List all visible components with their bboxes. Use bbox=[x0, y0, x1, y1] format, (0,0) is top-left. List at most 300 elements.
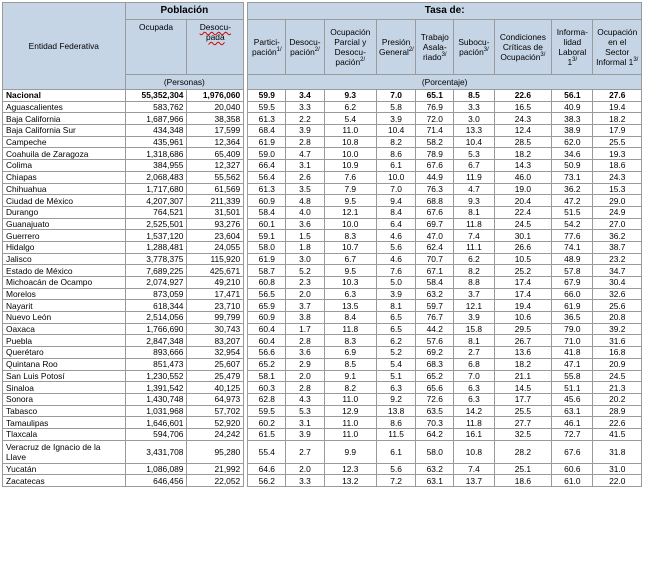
value-cell: 7.4 bbox=[454, 230, 494, 242]
value-cell: 24.5 bbox=[494, 218, 552, 230]
value-cell: 2.6 bbox=[286, 171, 324, 183]
value-cell: 1,976,060 bbox=[187, 90, 244, 102]
value-cell: 24.3 bbox=[593, 171, 642, 183]
value-cell: 24.3 bbox=[494, 113, 552, 125]
table-row bbox=[3, 101, 642, 113]
value-cell: 6.3 bbox=[324, 288, 377, 300]
tasa-header: Tasa de: bbox=[248, 3, 642, 20]
value-cell: 12,327 bbox=[187, 160, 244, 172]
value-cell: 8.4 bbox=[377, 206, 416, 218]
value-cell: 873,059 bbox=[125, 288, 187, 300]
value-cell: 10.9 bbox=[324, 160, 377, 172]
entidad-cell: Zacatecas bbox=[3, 475, 126, 487]
value-cell: 4.3 bbox=[286, 393, 324, 405]
value-cell: 211,339 bbox=[187, 195, 244, 207]
value-cell: 56.4 bbox=[248, 171, 286, 183]
value-cell: 11.8 bbox=[454, 417, 494, 429]
value-cell: 46.0 bbox=[494, 171, 552, 183]
value-cell: 3.5 bbox=[286, 183, 324, 195]
value-cell: 24,055 bbox=[187, 241, 244, 253]
value-cell: 58.7 bbox=[248, 265, 286, 277]
value-cell: 30,743 bbox=[187, 323, 244, 335]
table-row-nacional bbox=[3, 90, 642, 102]
entidad-cell: San Luis Potosí bbox=[3, 370, 126, 382]
value-cell: 31.8 bbox=[593, 440, 642, 463]
value-cell: 2,525,501 bbox=[125, 218, 187, 230]
value-cell: 11.5 bbox=[377, 428, 416, 440]
value-cell: 76.9 bbox=[416, 101, 454, 113]
value-cell: 8.6 bbox=[377, 417, 416, 429]
entidad-cell: Durango bbox=[3, 206, 126, 218]
table-row bbox=[3, 347, 642, 359]
value-cell: 1,230,552 bbox=[125, 370, 187, 382]
value-cell: 55,562 bbox=[187, 171, 244, 183]
value-cell: 3.9 bbox=[286, 125, 324, 137]
value-cell: 18.6 bbox=[593, 160, 642, 172]
value-cell: 3.0 bbox=[286, 253, 324, 265]
table-row bbox=[3, 136, 642, 148]
value-cell: 6.2 bbox=[454, 253, 494, 265]
unit-personas: (Personas) bbox=[125, 75, 244, 90]
value-cell: 25.5 bbox=[593, 136, 642, 148]
value-cell: 4.0 bbox=[286, 206, 324, 218]
entidad-cell: Tamaulipas bbox=[3, 417, 126, 429]
value-cell: 26.6 bbox=[494, 241, 552, 253]
value-cell: 22.4 bbox=[494, 206, 552, 218]
value-cell: 65.1 bbox=[416, 90, 454, 102]
table-row bbox=[3, 241, 642, 253]
value-cell: 6.3 bbox=[454, 382, 494, 394]
entidad-cell: Puebla bbox=[3, 335, 126, 347]
value-cell: 59.7 bbox=[416, 300, 454, 312]
value-cell: 1.8 bbox=[286, 241, 324, 253]
value-cell: 51.1 bbox=[552, 382, 593, 394]
value-cell: 851,473 bbox=[125, 358, 187, 370]
entidad-cell: Morelos bbox=[3, 288, 126, 300]
entidad-cell: Baja California Sur bbox=[3, 125, 126, 137]
value-cell: 4.7 bbox=[454, 183, 494, 195]
value-cell: 20.4 bbox=[494, 195, 552, 207]
table-row bbox=[3, 253, 642, 265]
value-cell: 52,920 bbox=[187, 417, 244, 429]
value-cell: 13.6 bbox=[494, 347, 552, 359]
value-cell: 67.6 bbox=[416, 160, 454, 172]
value-cell: 24,242 bbox=[187, 428, 244, 440]
value-cell: 73.1 bbox=[552, 171, 593, 183]
value-cell: 28.9 bbox=[593, 405, 642, 417]
value-cell: 22.0 bbox=[593, 475, 642, 487]
entidad-header: Entidad Federativa bbox=[3, 3, 126, 90]
value-cell: 47.2 bbox=[552, 195, 593, 207]
value-cell: 2,514,056 bbox=[125, 312, 187, 324]
entidad-cell: Guerrero bbox=[3, 230, 126, 242]
value-cell: 3.4 bbox=[286, 90, 324, 102]
value-cell: 48.9 bbox=[552, 253, 593, 265]
value-cell: 11.0 bbox=[324, 417, 377, 429]
value-cell: 44.2 bbox=[416, 323, 454, 335]
value-cell: 4.6 bbox=[377, 253, 416, 265]
value-cell: 59.5 bbox=[248, 405, 286, 417]
value-cell: 38,358 bbox=[187, 113, 244, 125]
value-cell: 12.9 bbox=[324, 405, 377, 417]
value-cell: 63.1 bbox=[552, 405, 593, 417]
value-cell: 68.4 bbox=[248, 125, 286, 137]
value-cell: 3.3 bbox=[286, 475, 324, 487]
value-cell: 5.2 bbox=[377, 347, 416, 359]
subocupacion-header: Subocu-pación$^{3/}$ bbox=[454, 20, 494, 75]
value-cell: 5.4 bbox=[324, 113, 377, 125]
value-cell: 61.9 bbox=[248, 136, 286, 148]
value-cell: 3,431,708 bbox=[125, 440, 187, 463]
value-cell: 23,604 bbox=[187, 230, 244, 242]
value-cell: 9.5 bbox=[324, 265, 377, 277]
value-cell: 8.3 bbox=[324, 230, 377, 242]
value-cell: 60.2 bbox=[248, 417, 286, 429]
value-cell: 56.1 bbox=[552, 90, 593, 102]
value-cell: 646,456 bbox=[125, 475, 187, 487]
entidad-cell: Jalisco bbox=[3, 253, 126, 265]
value-cell: 8.1 bbox=[454, 206, 494, 218]
value-cell: 66.0 bbox=[552, 288, 593, 300]
value-cell: 65.9 bbox=[248, 300, 286, 312]
value-cell: 32.6 bbox=[593, 288, 642, 300]
value-cell: 2.0 bbox=[286, 370, 324, 382]
value-cell: 13.3 bbox=[454, 125, 494, 137]
value-cell: 63.2 bbox=[416, 463, 454, 475]
value-cell: 56.5 bbox=[248, 288, 286, 300]
value-cell: 2.2 bbox=[286, 113, 324, 125]
value-cell: 9.3 bbox=[324, 90, 377, 102]
value-cell: 5.3 bbox=[454, 148, 494, 160]
value-cell: 55.4 bbox=[248, 440, 286, 463]
value-cell: 36.2 bbox=[593, 230, 642, 242]
value-cell: 5.1 bbox=[377, 370, 416, 382]
value-cell: 5.6 bbox=[377, 463, 416, 475]
value-cell: 41.8 bbox=[552, 347, 593, 359]
value-cell: 47.1 bbox=[552, 358, 593, 370]
value-cell: 61.9 bbox=[552, 300, 593, 312]
value-cell: 19.0 bbox=[494, 183, 552, 195]
value-cell: 21.3 bbox=[593, 382, 642, 394]
value-cell: 30.4 bbox=[593, 277, 642, 289]
value-cell: 7.9 bbox=[324, 183, 377, 195]
value-cell: 57.6 bbox=[416, 335, 454, 347]
value-cell: 31.6 bbox=[593, 335, 642, 347]
value-cell: 62.0 bbox=[552, 136, 593, 148]
value-cell: 20,040 bbox=[187, 101, 244, 113]
value-cell: 2.0 bbox=[286, 288, 324, 300]
value-cell: 60.1 bbox=[248, 218, 286, 230]
value-cell: 8.2 bbox=[377, 136, 416, 148]
value-cell: 17.4 bbox=[494, 288, 552, 300]
entidad-cell: Oaxaca bbox=[3, 323, 126, 335]
value-cell: 83,207 bbox=[187, 335, 244, 347]
value-cell: 60.4 bbox=[248, 335, 286, 347]
value-cell: 12,364 bbox=[187, 136, 244, 148]
value-cell: 2.7 bbox=[454, 347, 494, 359]
entidad-cell: Ciudad de México bbox=[3, 195, 126, 207]
condiciones-criticas-header: Condiciones Críticas de Ocupación$^{3/}$ bbox=[494, 20, 552, 75]
unit-porcentaje: (Porcentaje) bbox=[248, 75, 642, 90]
value-cell: 14.3 bbox=[494, 160, 552, 172]
value-cell: 2.7 bbox=[286, 440, 324, 463]
value-cell: 49,210 bbox=[187, 277, 244, 289]
value-cell: 60.3 bbox=[248, 382, 286, 394]
value-cell: 13.2 bbox=[324, 475, 377, 487]
entidad-cell: Tabasco bbox=[3, 405, 126, 417]
value-cell: 67.6 bbox=[552, 440, 593, 463]
value-cell: 36.2 bbox=[552, 183, 593, 195]
value-cell: 2.8 bbox=[286, 136, 324, 148]
value-cell: 38.9 bbox=[552, 125, 593, 137]
value-cell: 69.2 bbox=[416, 347, 454, 359]
value-cell: 5.8 bbox=[377, 101, 416, 113]
value-cell: 58.4 bbox=[416, 277, 454, 289]
value-cell: 11.8 bbox=[454, 218, 494, 230]
value-cell: 27.6 bbox=[593, 90, 642, 102]
value-cell: 22,052 bbox=[187, 475, 244, 487]
value-cell: 7.0 bbox=[454, 370, 494, 382]
value-cell: 3.3 bbox=[454, 101, 494, 113]
value-cell: 583,762 bbox=[125, 101, 187, 113]
value-cell: 8.3 bbox=[324, 335, 377, 347]
value-cell: 10.0 bbox=[324, 148, 377, 160]
value-cell: 24.5 bbox=[593, 370, 642, 382]
value-cell: 64.2 bbox=[416, 428, 454, 440]
value-cell: 62.4 bbox=[416, 241, 454, 253]
value-cell: 63.2 bbox=[416, 288, 454, 300]
entidad-cell: Baja California bbox=[3, 113, 126, 125]
value-cell: 34.7 bbox=[593, 265, 642, 277]
value-cell: 28.2 bbox=[494, 440, 552, 463]
value-cell: 9.3 bbox=[454, 195, 494, 207]
value-cell: 6.2 bbox=[324, 101, 377, 113]
value-cell: 65,409 bbox=[187, 148, 244, 160]
value-cell: 3.9 bbox=[286, 428, 324, 440]
value-cell: 25.5 bbox=[494, 405, 552, 417]
table-header bbox=[3, 3, 642, 90]
value-cell: 18.6 bbox=[494, 475, 552, 487]
entidad-cell: Campeche bbox=[3, 136, 126, 148]
value-cell: 24.9 bbox=[593, 206, 642, 218]
value-cell: 23.2 bbox=[593, 253, 642, 265]
entidad-cell: Tlaxcala bbox=[3, 428, 126, 440]
value-cell: 19.4 bbox=[494, 300, 552, 312]
value-cell: 10.7 bbox=[324, 241, 377, 253]
value-cell: 57,702 bbox=[187, 405, 244, 417]
value-cell: 69.7 bbox=[416, 218, 454, 230]
table-row bbox=[3, 440, 642, 463]
value-cell: 58.0 bbox=[248, 241, 286, 253]
value-cell: 18.2 bbox=[494, 148, 552, 160]
value-cell: 28.5 bbox=[494, 136, 552, 148]
value-cell: 59.9 bbox=[248, 90, 286, 102]
table-row bbox=[3, 428, 642, 440]
value-cell: 5.0 bbox=[377, 277, 416, 289]
value-cell: 25.6 bbox=[593, 300, 642, 312]
value-cell: 76.3 bbox=[416, 183, 454, 195]
table-row bbox=[3, 312, 642, 324]
value-cell: 44.9 bbox=[416, 171, 454, 183]
value-cell: 9.5 bbox=[324, 195, 377, 207]
presion-general-header: Presión General$^{2/}$ bbox=[377, 20, 416, 75]
value-cell: 11.0 bbox=[324, 125, 377, 137]
value-cell: 7.6 bbox=[377, 265, 416, 277]
table-row bbox=[3, 323, 642, 335]
value-cell: 25.2 bbox=[494, 265, 552, 277]
value-cell: 60.9 bbox=[248, 195, 286, 207]
value-cell: 3,778,375 bbox=[125, 253, 187, 265]
ocupada-header: Ocupada bbox=[125, 20, 187, 75]
value-cell: 3.1 bbox=[286, 417, 324, 429]
value-cell: 6.9 bbox=[324, 347, 377, 359]
value-cell: 9.1 bbox=[324, 370, 377, 382]
value-cell: 55,352,304 bbox=[125, 90, 187, 102]
value-cell: 39.2 bbox=[593, 323, 642, 335]
value-cell: 64.6 bbox=[248, 463, 286, 475]
value-cell: 7.6 bbox=[324, 171, 377, 183]
value-cell: 8.6 bbox=[377, 148, 416, 160]
value-cell: 2.3 bbox=[286, 277, 324, 289]
value-cell: 64,973 bbox=[187, 393, 244, 405]
value-cell: 1,717,680 bbox=[125, 183, 187, 195]
value-cell: 31.0 bbox=[593, 463, 642, 475]
value-cell: 8.5 bbox=[454, 90, 494, 102]
table-row bbox=[3, 113, 642, 125]
value-cell: 11.1 bbox=[454, 241, 494, 253]
value-cell: 19.3 bbox=[593, 148, 642, 160]
value-cell: 38.3 bbox=[552, 113, 593, 125]
value-cell: 17.4 bbox=[494, 277, 552, 289]
value-cell: 3.9 bbox=[377, 113, 416, 125]
entidad-cell: Querétaro bbox=[3, 347, 126, 359]
value-cell: 61.5 bbox=[248, 428, 286, 440]
value-cell: 12.3 bbox=[324, 463, 377, 475]
value-cell: 16.8 bbox=[593, 347, 642, 359]
value-cell: 10.0 bbox=[377, 171, 416, 183]
table-container bbox=[2, 2, 642, 487]
ocupacion-parcial-header: Ocupación Parcial y Desocu-pación$^{2/}$ bbox=[324, 20, 377, 75]
value-cell: 2,847,348 bbox=[125, 335, 187, 347]
value-cell: 60.4 bbox=[248, 323, 286, 335]
value-cell: 4.8 bbox=[286, 195, 324, 207]
value-cell: 6.1 bbox=[377, 440, 416, 463]
value-cell: 5.2 bbox=[286, 265, 324, 277]
value-cell: 1,318,686 bbox=[125, 148, 187, 160]
value-cell: 67.1 bbox=[416, 265, 454, 277]
value-cell: 15.8 bbox=[454, 323, 494, 335]
value-cell: 6.4 bbox=[377, 218, 416, 230]
value-cell: 115,920 bbox=[187, 253, 244, 265]
value-cell: 63.5 bbox=[416, 405, 454, 417]
table-row bbox=[3, 335, 642, 347]
value-cell: 23,710 bbox=[187, 300, 244, 312]
value-cell: 1,766,690 bbox=[125, 323, 187, 335]
value-cell: 56.2 bbox=[248, 475, 286, 487]
value-cell: 18.2 bbox=[593, 113, 642, 125]
entidad-cell: Yucatán bbox=[3, 463, 126, 475]
value-cell: 25.1 bbox=[494, 463, 552, 475]
value-cell: 2,068,483 bbox=[125, 171, 187, 183]
value-cell: 8.2 bbox=[324, 382, 377, 394]
value-cell: 7.0 bbox=[377, 90, 416, 102]
table-row bbox=[3, 417, 642, 429]
value-cell: 29.5 bbox=[494, 323, 552, 335]
value-cell: 8.8 bbox=[454, 277, 494, 289]
value-cell: 30.1 bbox=[494, 230, 552, 242]
value-cell: 76.7 bbox=[416, 312, 454, 324]
value-cell: 7,689,225 bbox=[125, 265, 187, 277]
value-cell: 1,288,481 bbox=[125, 241, 187, 253]
value-cell: 41.5 bbox=[593, 428, 642, 440]
value-cell: 78.9 bbox=[416, 148, 454, 160]
value-cell: 61.0 bbox=[552, 475, 593, 487]
value-cell: 26.7 bbox=[494, 335, 552, 347]
value-cell: 79.0 bbox=[552, 323, 593, 335]
entidad-cell: Coahuila de Zaragoza bbox=[3, 148, 126, 160]
value-cell: 12.4 bbox=[494, 125, 552, 137]
poblacion-header: Población bbox=[125, 3, 244, 20]
value-cell: 65.2 bbox=[248, 358, 286, 370]
value-cell: 8.2 bbox=[454, 265, 494, 277]
table-row bbox=[3, 405, 642, 417]
value-cell: 77.6 bbox=[552, 230, 593, 242]
value-cell: 425,671 bbox=[187, 265, 244, 277]
value-cell: 21.1 bbox=[494, 370, 552, 382]
value-cell: 65.6 bbox=[416, 382, 454, 394]
table-row bbox=[3, 171, 642, 183]
value-cell: 54.2 bbox=[552, 218, 593, 230]
trabajo-asalariado-header: Trabajo Asala-riado$^{3/}$ bbox=[416, 20, 454, 75]
table-row bbox=[3, 463, 642, 475]
value-cell: 3.7 bbox=[286, 300, 324, 312]
value-cell: 46.1 bbox=[552, 417, 593, 429]
value-cell: 13.7 bbox=[454, 475, 494, 487]
value-cell: 40,125 bbox=[187, 382, 244, 394]
value-cell: 434,348 bbox=[125, 125, 187, 137]
value-cell: 1,430,748 bbox=[125, 393, 187, 405]
value-cell: 6.2 bbox=[377, 335, 416, 347]
value-cell: 27.0 bbox=[593, 218, 642, 230]
value-cell: 5.4 bbox=[377, 358, 416, 370]
entidad-cell: Guanajuato bbox=[3, 218, 126, 230]
value-cell: 15.3 bbox=[593, 183, 642, 195]
value-cell: 40.9 bbox=[552, 101, 593, 113]
table-row bbox=[3, 288, 642, 300]
entidad-cell: Colima bbox=[3, 160, 126, 172]
value-cell: 11.8 bbox=[324, 323, 377, 335]
value-cell: 4.7 bbox=[286, 148, 324, 160]
value-cell: 72.7 bbox=[552, 428, 593, 440]
participacion-header: Partici-pación$^{1/}$ bbox=[248, 20, 286, 75]
value-cell: 3.6 bbox=[286, 347, 324, 359]
value-cell: 32.5 bbox=[494, 428, 552, 440]
value-cell: 10.4 bbox=[454, 136, 494, 148]
value-cell: 17,599 bbox=[187, 125, 244, 137]
value-cell: 70.7 bbox=[416, 253, 454, 265]
value-cell: 70.3 bbox=[416, 417, 454, 429]
entidad-cell: Nacional bbox=[3, 90, 126, 102]
value-cell: 62.8 bbox=[248, 393, 286, 405]
value-cell: 61.9 bbox=[248, 253, 286, 265]
value-cell: 60.8 bbox=[248, 277, 286, 289]
value-cell: 25,607 bbox=[187, 358, 244, 370]
value-cell: 11.9 bbox=[454, 171, 494, 183]
value-cell: 68.3 bbox=[416, 358, 454, 370]
value-cell: 8.5 bbox=[324, 358, 377, 370]
value-cell: 10.4 bbox=[377, 125, 416, 137]
value-cell: 1,031,968 bbox=[125, 405, 187, 417]
